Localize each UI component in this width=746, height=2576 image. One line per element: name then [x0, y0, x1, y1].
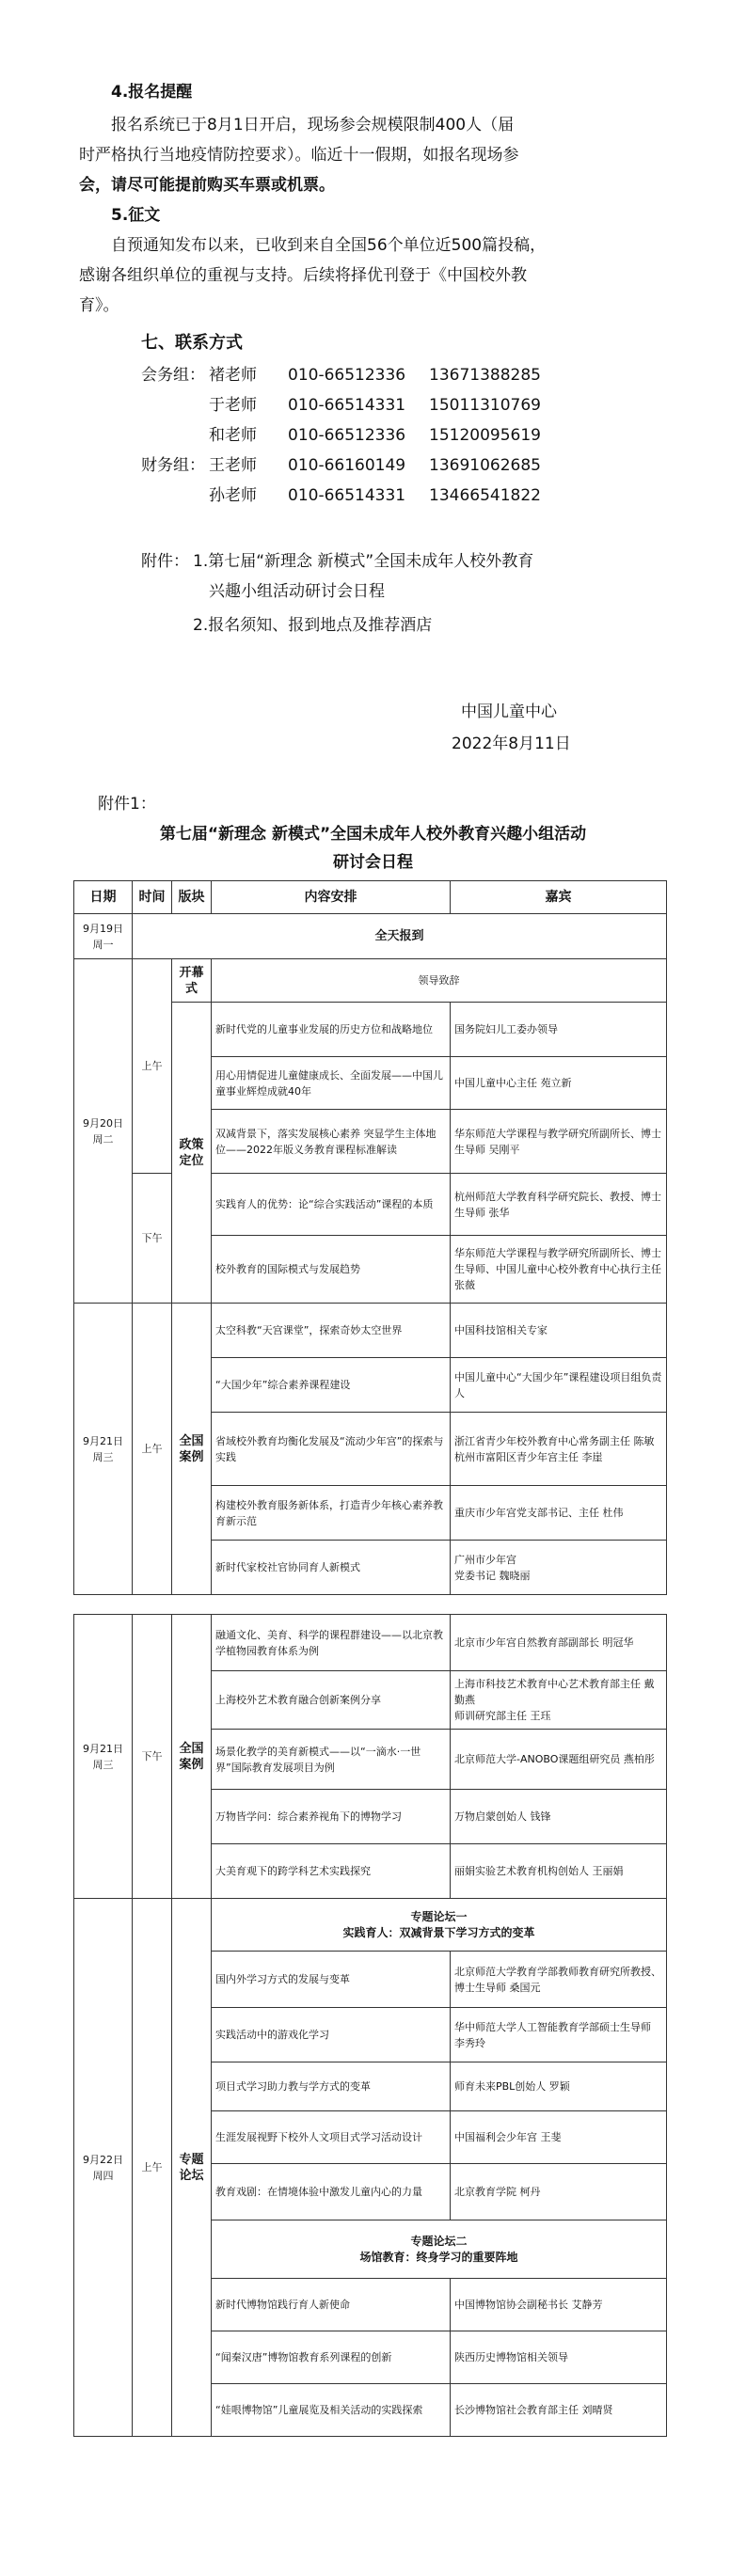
table-row — [74, 1304, 667, 1358]
guest-cell: 师育未来PBL创始人 罗颖 — [451, 2062, 667, 2111]
attachment-1-line2: 兴趣小组活动研讨会日程 — [209, 582, 385, 601]
forum-1-header — [212, 1899, 667, 1952]
contact-group: 会务组： — [141, 366, 205, 385]
time-cell: 上午 — [133, 959, 172, 1174]
content-cell: “娃哏博物馆”儿童展览及相关活动的实践探索 — [212, 2384, 451, 2437]
guest-cell: 北京师范大学教育学部教师教育研究所教授、博士生导师 桑国元 — [451, 1952, 667, 2008]
guest-cell: 长沙博物馆社会教育部主任 刘晴贤 — [451, 2384, 667, 2437]
forum-1-title: 专题论坛一 — [410, 1909, 468, 1923]
contact-name: 和老师 — [209, 426, 257, 445]
time-cell: 下午 — [133, 1174, 172, 1304]
content-cell: 太空科教“天宫课堂”，探索奇妙太空世界 — [212, 1304, 451, 1358]
content-cell: 新时代家校社官协同育人新模式 — [212, 1541, 451, 1595]
guest-cell: 丽娟实验艺术教育机构创始人 王丽娟 — [451, 1844, 667, 1899]
time-cell: 上午 — [133, 1304, 172, 1595]
content-cell: “闻秦汉唐”博物馆教育系列课程的创新 — [212, 2331, 451, 2384]
content-cell: 教育戏剧：在情境体验中激发儿童内心的力量 — [212, 2164, 451, 2220]
section-5-text-line1: 自预通知发布以来，已收到来自全国56个单位近500篇投稿， — [111, 236, 547, 255]
contact-row — [141, 423, 541, 448]
contact-phone: 010-66512336 — [288, 426, 406, 445]
header-date: 日期 — [74, 881, 133, 914]
content-cell: 项目式学习助力教与学方式的变革 — [212, 2062, 451, 2111]
guest-cell: 北京师范大学-ANOBO课题组研究员 燕柏彤 — [451, 1730, 667, 1790]
header-block: 版块 — [172, 881, 212, 914]
contact-name: 孙老师 — [209, 486, 257, 505]
attachment-2: 2.报名须知、报到地点及推荐酒店 — [193, 616, 433, 635]
schedule-table-part1 — [73, 880, 667, 1595]
date-cell: 9月22日 周四 — [74, 1899, 133, 2437]
content-cell: 双减背景下，落实发展核心素养 突显学生主体地位——2022年版义务教育课程标准解读 — [212, 1110, 451, 1174]
section-5-text-line2: 感谢各组织单位的重视与支持。后续将择优刊登于《中国校外教 — [79, 266, 527, 285]
attachment-1-line1: 1.第七届“新理念 新模式”全国未成年人校外教育 — [193, 552, 534, 571]
contact-name: 于老师 — [209, 396, 257, 415]
contact-name: 王老师 — [209, 456, 257, 475]
block-cell: 全国案例 — [172, 1304, 212, 1595]
time-cell: 上午 — [133, 1899, 172, 2437]
header-guest: 嘉宾 — [451, 881, 667, 914]
section-4-text-line1: 报名系统已于8月1日开启，现场参会规模限制400人（届 — [111, 116, 515, 134]
date: 2022年8月11日 — [452, 735, 571, 753]
contact-row — [141, 453, 541, 478]
table-row — [74, 1174, 667, 1236]
section-5-heading: 5.征文 — [111, 206, 161, 225]
guest-cell: 华中师范大学人工智能教育学部硕士生导师 李秀玲 — [451, 2008, 667, 2062]
guest-cell: 北京教育学院 柯丹 — [451, 2164, 667, 2220]
block-cell: 专题论坛 — [172, 1899, 212, 2437]
section-4-text-line2: 时严格执行当地疫情防控要求）。临近十一假期，如报名现场参 — [79, 146, 519, 165]
header-content: 内容安排 — [212, 881, 451, 914]
attachments-label: 附件： — [141, 552, 189, 571]
contact-phone: 010-66514331 — [288, 396, 406, 415]
content-cell: 万物皆学问：综合素养视角下的博物学习 — [212, 1790, 451, 1844]
guest-cell: 陕西历史博物馆相关领导 — [451, 2331, 667, 2384]
contact-phone: 010-66514331 — [288, 486, 406, 505]
guest-cell: 国务院妇儿工委办领导 — [451, 1003, 667, 1057]
contact-phone: 010-66512336 — [288, 366, 406, 385]
contact-mobile: 13671388285 — [429, 366, 541, 385]
guest-cell: 重庆市少年宫党支部书记、主任 杜伟 — [451, 1486, 667, 1541]
content-cell: “大国少年”综合素养课程建设 — [212, 1358, 451, 1413]
content-cell: 全天报到 — [133, 914, 667, 959]
block-cell: 全国案例 — [172, 1615, 212, 1899]
contact-row — [141, 393, 541, 418]
content-cell: 场景化教学的美育新模式——以“一滴水·一世界”国际教育发展项目为例 — [212, 1730, 451, 1790]
guest-cell: 中国儿童中心主任 苑立新 — [451, 1057, 667, 1110]
content-cell: 生涯发展视野下校外人文项目式学习活动设计 — [212, 2111, 451, 2164]
contact-phone: 010-66160149 — [288, 456, 406, 475]
guest-cell: 上海市科技艺术教育中心艺术教育部主任 戴勤燕 师训研究部主任 王珏 — [451, 1671, 667, 1730]
table-row — [74, 1899, 667, 1952]
table-row — [74, 1615, 667, 1671]
block-cell: 开幕式 — [172, 959, 212, 1003]
guest-cell: 浙江省青少年校外教育中心常务副主任 陈敏 杭州市富阳区青少年宫主任 李崖 — [451, 1413, 667, 1486]
content-cell: 新时代党的儿童事业发展的历史方位和战略地位 — [212, 1003, 451, 1057]
contact-mobile: 13691062685 — [429, 456, 541, 475]
guest-cell: 中国博物馆协会副秘书长 艾静芳 — [451, 2279, 667, 2331]
content-cell: 构建校外教育服务新体系，打造青少年核心素养教育新示范 — [212, 1486, 451, 1541]
guest-cell: 中国福利会少年宫 王斐 — [451, 2111, 667, 2164]
table-header-row — [74, 881, 667, 914]
guest-cell: 北京市少年宫自然教育部副部长 明冠华 — [451, 1615, 667, 1671]
block-cell: 政策定位 — [172, 1003, 212, 1304]
section-5-text-line3: 育》。 — [79, 296, 119, 315]
contact-group: 财务组： — [141, 456, 205, 475]
guest-cell: 华东师范大学课程与教学研究所副所长、博士生导师 吴刚平 — [451, 1110, 667, 1174]
content-cell: 新时代博物馆践行育人新使命 — [212, 2279, 451, 2331]
content-cell: 实践育人的优势：论“综合实践活动”课程的本质 — [212, 1174, 451, 1236]
contact-mobile: 15011310769 — [429, 396, 541, 415]
schedule-title-line2: 研讨会日程 — [333, 853, 413, 872]
table-row — [74, 914, 667, 959]
content-cell: 用心用情促进儿童健康成长、全面发展——中国儿童事业辉煌成就40年 — [212, 1057, 451, 1110]
date-cell: 9月20日 周二 — [74, 959, 133, 1304]
content-cell: 融通文化、美育、科学的课程群建设——以北京教学植物园教育体系为例 — [212, 1615, 451, 1671]
forum-1-subtitle: 实践育人：双减背景下学习方式的变革 — [342, 1925, 535, 1939]
date-cell: 9月19日 周一 — [74, 914, 133, 959]
content-cell: 实践活动中的游戏化学习 — [212, 2008, 451, 2062]
guest-cell: 中国儿童中心“大国少年”课程建设项目组负责人 — [451, 1358, 667, 1413]
content-cell: 领导致辞 — [212, 959, 667, 1003]
contact-mobile: 13466541822 — [429, 486, 541, 505]
contact-name: 褚老师 — [209, 366, 257, 385]
date-cell: 9月21日 周三 — [74, 1615, 133, 1899]
header-time: 时间 — [133, 881, 172, 914]
date-cell: 9月21日 周三 — [74, 1304, 133, 1595]
guest-cell: 华东师范大学课程与教学研究所副所长、博士生导师、中国儿童中心校外教育中心执行主任 张薇 — [451, 1236, 667, 1304]
content-cell: 国内外学习方式的发展与变革 — [212, 1952, 451, 2008]
content-cell: 大美育观下的跨学科艺术实践探究 — [212, 1844, 451, 1899]
content-cell: 上海校外艺术教育融合创新案例分享 — [212, 1671, 451, 1730]
forum-2-subtitle: 场馆教育：终身学习的重要阵地 — [359, 2250, 518, 2264]
forum-2-title: 专题论坛二 — [410, 2234, 468, 2248]
guest-cell: 万物启蒙创始人 钱锋 — [451, 1790, 667, 1844]
contact-mobile: 15120095619 — [429, 426, 541, 445]
guest-cell: 中国科技馆相关专家 — [451, 1304, 667, 1358]
contact-row — [141, 363, 541, 387]
section-4-heading: 4.报名提醒 — [111, 83, 193, 102]
content-cell: 省域校外教育均衡化发展及“流动少年宫”的探索与实践 — [212, 1413, 451, 1486]
guest-cell: 广州市少年宫 党委书记 魏晓丽 — [451, 1541, 667, 1595]
section-7-heading: 七、联系方式 — [141, 333, 243, 353]
schedule-title-line1: 第七届“新理念 新模式”全国未成年人校外教育兴趣小组活动 — [159, 825, 587, 844]
attachment-1-label: 附件1： — [98, 795, 156, 814]
table-row — [74, 959, 667, 1003]
forum-2-header — [212, 2220, 667, 2279]
time-cell: 下午 — [133, 1615, 172, 1899]
signer: 中国儿童中心 — [461, 703, 557, 721]
guest-cell: 杭州师范大学教育科学研究院长、教授、博士生导师 张华 — [451, 1174, 667, 1236]
content-cell: 校外教育的国际模式与发展趋势 — [212, 1236, 451, 1304]
contact-row — [141, 483, 541, 508]
section-4-text-line3: 会，请尽可能提前购买车票或机票。 — [79, 176, 335, 195]
schedule-table-part2 — [73, 1614, 667, 2437]
